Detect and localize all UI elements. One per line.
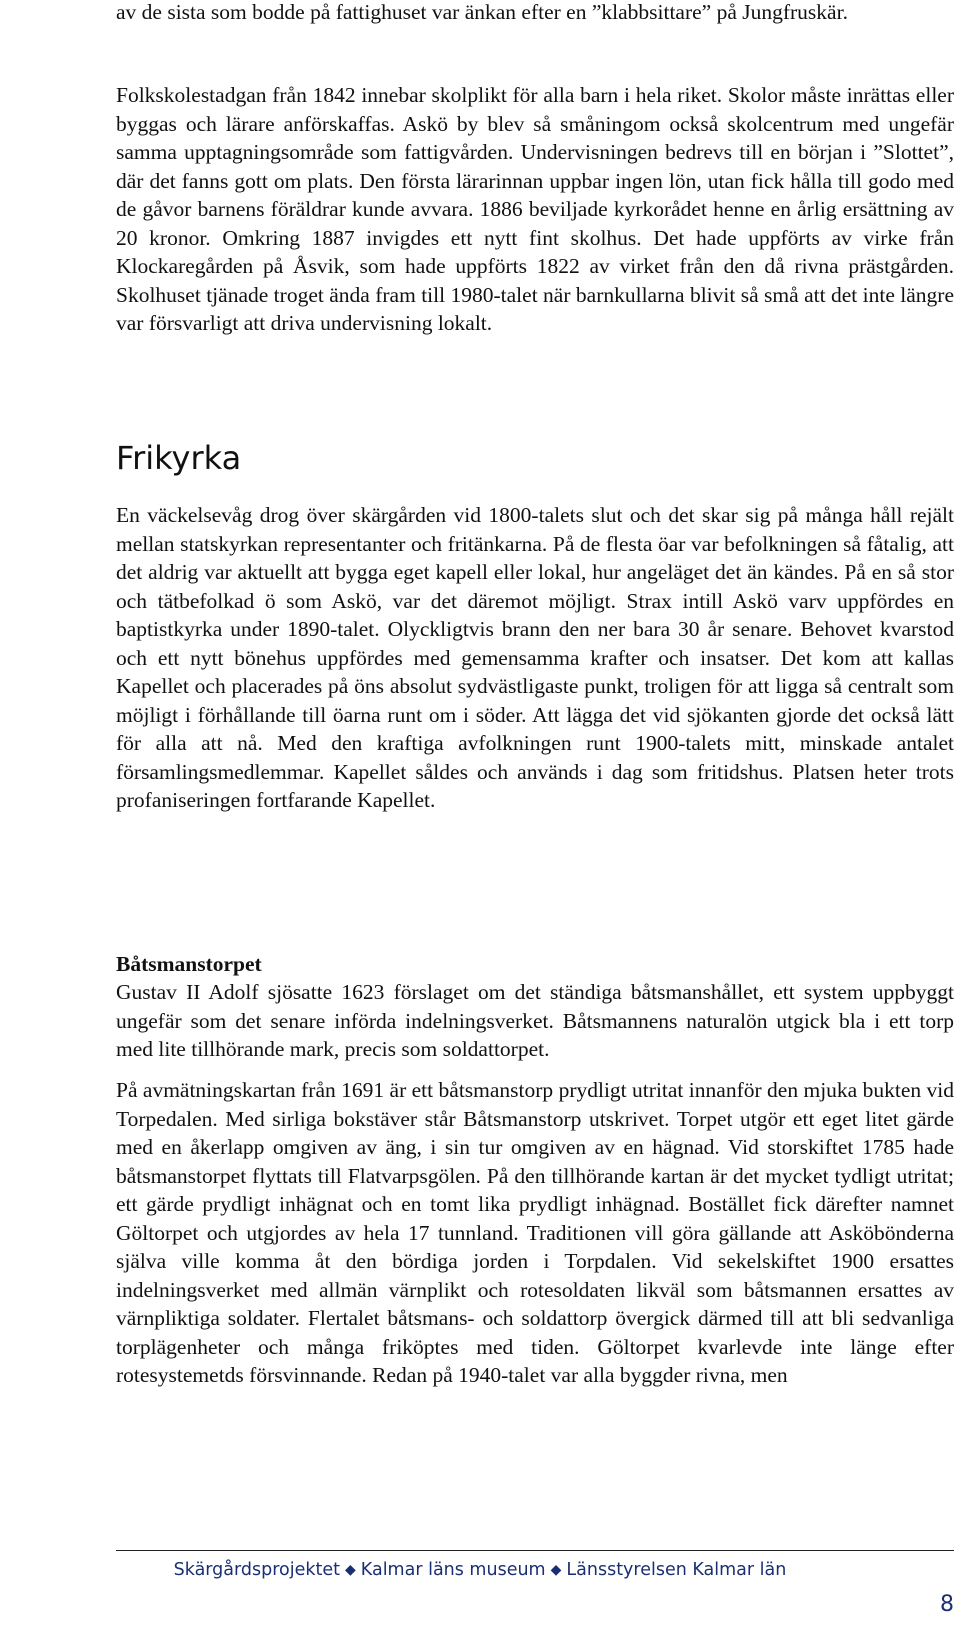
paragraph-folkskola: Folkskolestadgan från 1842 innebar skolplikt för alla barn i hela riket. Skolor måste inrättas eller byggas och lärare anförskaffas. Askö by blev så småningom också skolcentrum med ungefär samma upptagningsområde som fattigvården. Undervisningen bedrevs till en början i ”Slottet”, där det fanns gott om plats. Den första lärarinnan uppbar ingen lön, utan fick hålla till godo med de gåvor barnens föräldrar kunde avvara. 1886 beviljade kyrkorådet henne en årlig ersättning av 20 kronor. Omkring 1887 invigdes ett nytt fint skolhus. Det hade uppförts av virke från Klockaregården på Åsvik, som hade uppförts 1822 av virket från den då rivna prästgården. Skolhuset tjänade troget ända fram till 1980-talet när barnkullarna blivit så små att det inte längre var försvarligt att driva undervisning lokalt. [116, 83, 954, 335]
paragraph-batsmanstorpet-intro: Gustav II Adolf sjösatte 1623 förslaget om det ständiga båtsmanshållet, ett system uppbyggt ungefär som det senare införda indelningsverket. Båtsmannens naturalön utgick bla i ett torp med lite tillhörande mark, precis som soldattorpet. [116, 980, 954, 1061]
paragraph-fattighuset-end: av de sista som bodde på fattighuset var änkan efter en ”klabbsittare” på Jungfruskär. [116, 0, 848, 24]
footer-project-name: Skärgårdsprojektet [173, 1560, 341, 1580]
section-heading-batsmanstorpet: Båtsmanstorpet [116, 952, 262, 976]
footer-authority-name: Länsstyrelsen Kalmar län [566, 1560, 787, 1580]
page-number: 8 [940, 1592, 954, 1617]
page-footer [0, 1560, 960, 1580]
footer-divider [116, 1550, 954, 1551]
diamond-separator-icon: ◆ [550, 1562, 562, 1578]
paragraph-frikyrka: En väckelsevåg drog över skärgården vid 1800-talets slut och det skar sig på många håll rejält mellan statskyrkan representanter och fritänkarna. På de flesta öar var befolkningen så fåtalig, att det aldrig var aktuellt att bygga eget kapell eller lokal, hur angeläget det än kändes. På en så stor och tätbefolkad ö som Askö, var det däremot möjligt. Strax intill Askö varv uppfördes en baptistkyrka under 1890-talet. Olyckligtvis brann den ner bara 30 år senare. Behovet kvarstod och ett nytt bönehus uppfördes med gemensamma krafter och insatser. Det kom att kallas Kapellet och placerades på öns absolut sydvästligaste punkt, troligen för att ligga så centralt som möjligt i förhållande till öarna runt om i söder. Att lägga det vid sjökanten gjorde det också lätt för alla att nå. Med den kraftiga avfolkningen runt 1900-talets mitt, minskade antalet församlingsmedlemmar. Kapellet såldes och används i dag som fritidshus. Platsen heter trots profaniseringen fortfarande Kapellet. [116, 503, 954, 812]
section-heading-frikyrka: Frikyrka [116, 439, 242, 477]
footer-museum-name: Kalmar läns museum [360, 1560, 546, 1580]
diamond-separator-icon: ◆ [345, 1562, 356, 1578]
paragraph-avmatningskartan: På avmätningskartan från 1691 är ett båtsmanstorp prydligt utritat innanför den mjuka bukten vid Torpedalen. Med sirliga bokstäver står Båtsmanstorp utskrivet. Torpet utgör ett eget litet gärde med en åkerlapp omgiven av äng, i sin tur omgiven av en hägnad. Vid storskiftet 1785 hade båtsmanstorpet flyttats till Flatvarpsgölen. På den tillhörande kartan är det mycket tydligt utritat; ett gärde prydligt inhägnat och en tomt lika prydligt inhägnad. Bostället fick därefter namnet Göltorpet och utgjordes av hela 17 tunnland. Traditionen vill göra gällande att Asköbönderna själva ville komma åt den bördiga jorden i Torpdalen. Vid sekelskiftet 1900 ersattes indelningsverket med allmän värnplikt och rotesoldaten likväl som båtsmannen ersattes av värnpliktiga soldater. Flertalet båtsmans- och soldattorp övergick därmed till att bli sedvanliga torplägenheter och många friköptes med tiden. Göltorpet kvarlevde inte länge efter rotesystemetds försvinnande. Redan på 1940-talet var alla byggder rivna, men [116, 1078, 954, 1387]
